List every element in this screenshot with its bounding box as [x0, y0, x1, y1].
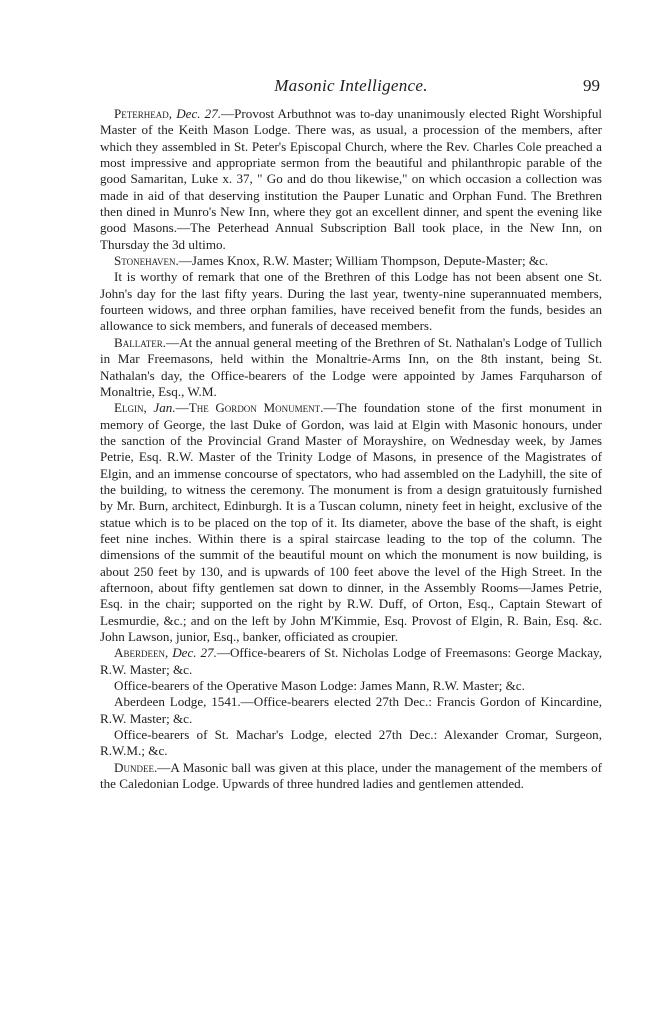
paragraph-text: Aberdeen Lodge, 1541.—Office-bearers elected 27th Dec.: Francis Gordon of Kincardine, R.W. Master; &c.	[100, 694, 602, 726]
paragraph-peterhead	[100, 106, 602, 253]
running-title: Masonic Intelligence.	[274, 76, 428, 95]
paragraph-text: —Office-bearers of St. Nicholas Lodge of Freemasons: George Mackay, R.W. Master; &c.	[100, 645, 602, 677]
place-name: Stonehaven.	[114, 253, 179, 269]
paragraph-text: Office-bearers of the Operative Mason Lodge: James Mann, R.W. Master; &c.	[114, 678, 525, 694]
paragraph-text: —Provost Arbuthnot was to-day unanimously elected Right Worshipful Master of the Keith Mason Lodge. There was, as usual, a procession of the members, after which they assembled in St. Peter's Episcopal Church, where the Rev. Charles Cole preached a most impressive and appropriate sermon from the beautiful and philanthropic parable of the good Samaritan, Luke x. 37, " Go and do thou likewise," on which occasion a collection was made in aid of that deserving institution the Pauper Lunatic and Orphan Fund. The Brethren then dined in Munro's New Inn, where they got an excellent dinner, and spent the evening like good Masons.—The Peterhead Annual Subscription Ball took place, in the New Inn, on Thursday the 3d ultimo.	[100, 106, 603, 252]
place-name: Elgin,	[114, 400, 147, 416]
place-name: Peterhead,	[114, 106, 173, 121]
section-subject: —The Gordon Monument.	[175, 400, 324, 416]
paragraph-st-machars	[100, 727, 602, 760]
place-name: Ballater.	[114, 334, 167, 350]
paragraph-elgin	[100, 400, 602, 645]
paragraph-text: —A Masonic ball was given at this place, under the management of the members of the Caledonian Lodge. Upwards of three hundred ladies and gentlemen attended.	[100, 759, 602, 792]
date: Dec. 27.	[172, 645, 217, 661]
paragraph-stonehaven-remark	[100, 269, 602, 334]
paragraph-ballater	[100, 335, 602, 400]
paragraph-dundee	[100, 760, 602, 793]
page-number: 99	[583, 76, 600, 95]
paragraph-text: —The foundation stone of the first monument in memory of George, the last Duke of Gordon, was laid at Elgin with Masonic honours, under the sanction of the Provincial Grand Master of Morayshire, on Wednesday week, by James Petrie, Esq. R.W. Master of the Trinity Lodge of Masons, in presence of the Magistrates of Elgin, and an immense concourse of spectators, who had assembled on the Ladyhill, the site of the building, to witness the ceremony. The monument is from a design gratuitously furnished by Mr. Burn, architect, Edinburgh. It is a Tuscan column, ninety feet in height, exclusive of the statue which is to be placed on the top of it. Its diameter, above the base of the shaft, is eight feet nine inches. Within there is a spiral staircase leading to the top of the column. The dimensions of the summit of the beautiful mount on which the monument is now building, is about 250 feet by 130, and is upwards of 100 feet above the level of the High Street. In the afternoon, about fifty gentlemen sat down to dinner, in the Assembly Rooms—James Petrie, Esq. in the chair; supported on the right by R.W. Duff, of Orton, Esq., Captain Stewart of Lesmurdie, &c.; and on the left by John M'Kimmie, Esq. Provost of Elgin, R. Bain, Esq. &c. John Lawson, junior, Esq., banker, officiated as croupier.	[100, 400, 602, 644]
paragraph-text: —James Knox, R.W. Master; William Thompson, Depute-Master; &c.	[178, 253, 549, 269]
place-name: Dundee.	[114, 759, 158, 775]
date: Dec. 27.	[176, 106, 222, 121]
paragraph-text: —At the annual general meeting of the Brethren of St. Nathalan's Lodge of Tullich in Mar Freemasons, held within the Monaltrie-Arms Inn, on the 8th instant, being St. Nathalan's day, the Office-bearers of the Lodge were appointed by James Farquharson of Monaltrie, Esq., W.M.	[100, 334, 602, 399]
paragraph-operative-lodge	[100, 678, 602, 694]
page-header	[100, 76, 602, 100]
article-body	[100, 106, 602, 792]
paragraph-text: Office-bearers of St. Machar's Lodge, elected 27th Dec.: Alexander Cromar, Surgeon, R.W.M.; &c.	[100, 727, 602, 759]
paragraph-aberdeen-lodge	[100, 694, 602, 727]
paragraph-stonehaven	[100, 253, 602, 269]
date: Jan.	[153, 400, 176, 416]
place-name: Aberdeen,	[114, 645, 169, 661]
paragraph-aberdeen	[100, 645, 602, 678]
paragraph-text: It is worthy of remark that one of the Brethren of this Lodge has not been absent one St. John's day for the last fifty years. During the last year, twenty-nine superannuated members, fourteen widows, and three orphan families, have received benefit from the funds, besides an allowance to sick members, and funerals of deceased members.	[100, 269, 602, 334]
